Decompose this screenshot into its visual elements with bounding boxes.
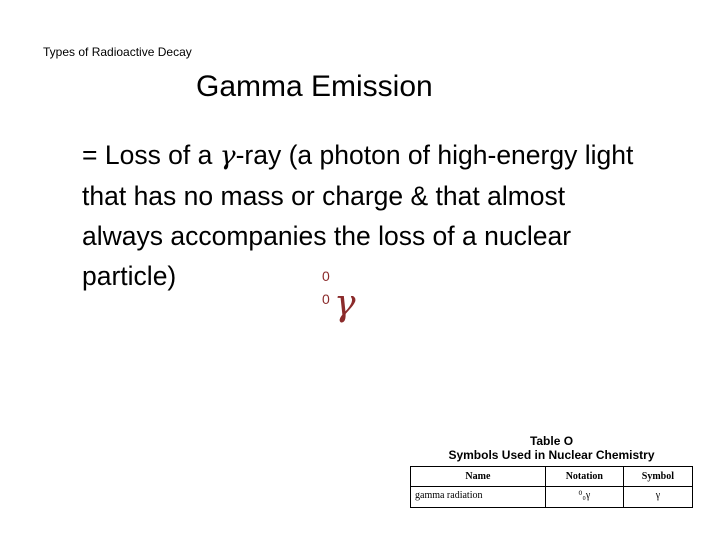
mass-number: 0 [322, 268, 330, 284]
table-o [410, 434, 693, 508]
gamma-symbol-inline: γ [219, 140, 236, 171]
table-header-row [411, 467, 693, 487]
cell-notation: ⁰₀γ [545, 487, 623, 508]
table-o-title: Table O [529, 434, 574, 448]
body-text [82, 135, 642, 296]
cell-name: gamma radiation [415, 490, 483, 501]
header-notation: Notation [545, 467, 623, 487]
gamma-symbol-large: γ [334, 283, 356, 324]
header-symbol: Symbol [623, 467, 692, 487]
atomic-number: 0 [322, 291, 330, 307]
table-row [411, 487, 693, 508]
body-text-end: -ray (a photon of high-energy light that has no mass or charge & that almost always accompanies the loss of a nuclear particle) [82, 140, 634, 291]
symbols-table [410, 466, 693, 508]
header-name: Name [411, 467, 546, 487]
cell-symbol: γ [623, 487, 692, 508]
top-label: Types of Radioactive Decay [43, 45, 192, 59]
slide-title: Gamma Emission [196, 70, 433, 103]
table-o-subtitle: Symbols Used in Nuclear Chemistry [448, 448, 655, 462]
body-text-start: = Loss of a [82, 140, 220, 170]
